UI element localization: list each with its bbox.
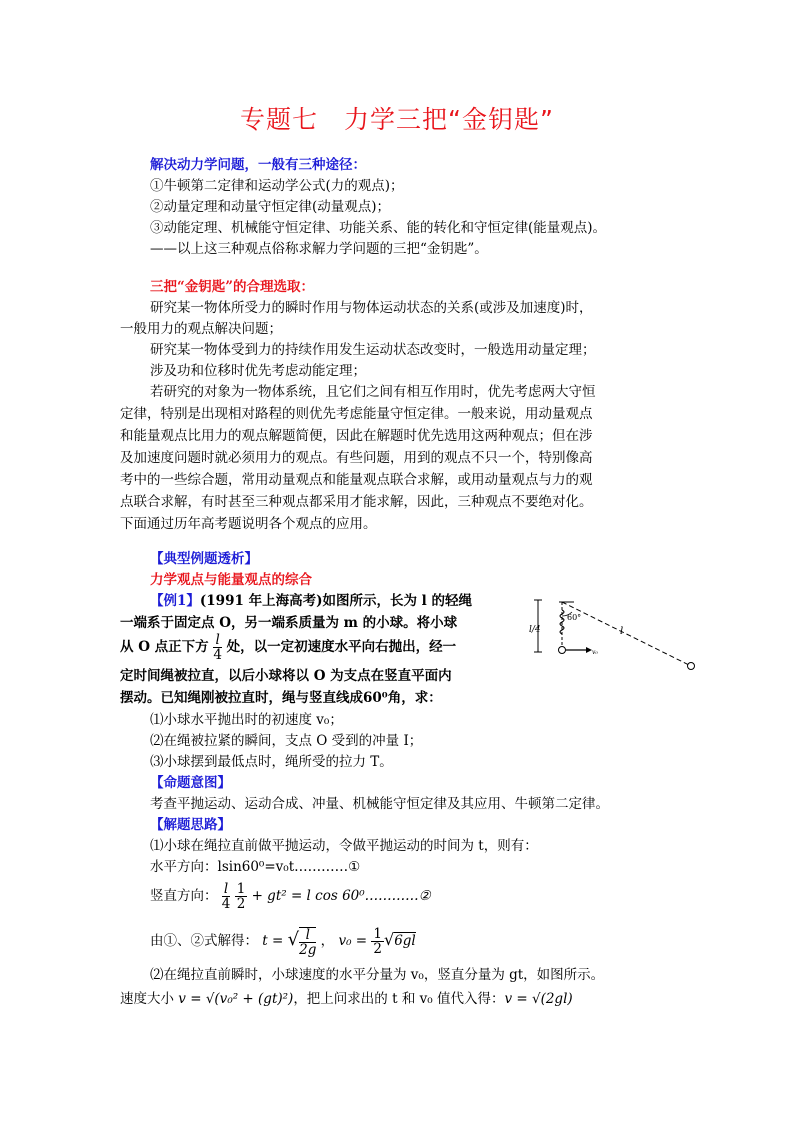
selection-p3: 涉及功和位移时优先考虑动能定理； [150, 363, 366, 379]
selection-heading: 三把“金钥匙”的合理选取： [150, 279, 315, 295]
page-title: 专题七 力学三把“金钥匙” [240, 105, 554, 134]
fraction-l-over-4 [213, 633, 222, 662]
example-1-label: 【例1】 [150, 593, 200, 609]
intent-label: 【命题意图】 [150, 775, 231, 791]
ball-start [559, 647, 566, 654]
fraction-1-over-2 [235, 882, 248, 911]
subsection-heading: 力学观点与能量观点的综合 [150, 572, 312, 588]
solution-step-6-mid: ，把上问求出的 t 和 v₀ 值代入得： [293, 991, 505, 1007]
selection-p4-line3: 和能量观点比用力的观点解题简便，因此在解题时优先选用这两种观点；但在涉 [120, 428, 593, 444]
v0-symbol: v₀ = [338, 933, 368, 949]
fraction-numerator: l [299, 928, 316, 943]
question-2: ⑵在绳被拉紧的瞬间，支点 O 受到的冲量 I； [150, 733, 423, 749]
example-1-line4: 定时间绳被拉直，以后小球将以 O 为支点在竖直平面内 [120, 668, 452, 684]
solution-step-3-prefix: 竖直方向： [150, 888, 218, 904]
fraction-numerator: 1 [236, 881, 246, 897]
selection-p4-line1: 若研究的对象为一物体系统，且它们之间有相互作用时，优先考虑两大守恒 [150, 384, 596, 400]
fraction-l-over-4-eq [222, 882, 231, 911]
intent-text: 考查平抛运动、运动合成、冲量、机械能守恒定律及其应用、牛顿第二定律。 [150, 796, 609, 812]
selection-p1b: 一般用力的观点解决问题； [120, 321, 282, 337]
fraction-denominator: 4 [213, 647, 222, 663]
fraction-half [371, 927, 384, 956]
intro-item-3: ③动能定理、机械能守恒定律、功能关系、能的转化和守恒定律(能量观点)。 [150, 220, 607, 236]
velocity-equation: v = √(v₀² + (gt)²) [178, 991, 294, 1007]
solution-step-1: ⑴小球在绳拉直前做平抛运动，令做平抛运动的时间为 t，则有： [150, 838, 538, 854]
section-heading: 【典型例题透析】 [150, 551, 258, 567]
spring-icon [560, 610, 564, 634]
ball-final [688, 663, 695, 670]
selection-p4-line7: 下面通过历年高考题说明各个观点的应用。 [120, 516, 377, 532]
solution-label: 【解题思路】 [150, 817, 231, 833]
rope-line [562, 602, 691, 666]
solution-step-6 [120, 989, 680, 1009]
question-3: ⑶小球摆到最低点时，绳所受的拉力 T。 [150, 754, 393, 770]
intro-item-2: ②动量定理和动量守恒定律(动量观点)； [150, 199, 391, 215]
sqrt-icon: √ [383, 930, 395, 949]
intro-summary: ——以上这三种观点俗称求解力学问题的三把“金钥匙”。 [150, 241, 488, 257]
fraction-numerator: 1 [373, 926, 382, 942]
quarter-length-label: l/4 [529, 625, 541, 635]
example-1-line5: 摆动。已知绳刚被拉直时，绳与竖直线成60⁰角，求： [120, 690, 442, 706]
solution-step-6-prefix: 速度大小 [120, 991, 174, 1007]
sqrt-6gl: 6gl [394, 933, 416, 949]
example-1-text1: (1991 年上海高考)如图所示，长为 l 的轻绳 [199, 593, 472, 609]
velocity-label: v₀ [592, 649, 598, 656]
selection-p4-line5: 考中的一些综合题，常用动量观点和能量观点联合求解，或用动量观点与力的观 [120, 472, 593, 488]
intro-heading: 解决动力学问题，一般有三种途径： [150, 157, 366, 173]
fraction-denominator: 4 [221, 896, 231, 912]
question-1: ⑴小球水平抛出时的初速度 v₀； [150, 712, 343, 728]
example-1-line2: 一端系于固定点 O，另一端系质量为 m 的小球。将小球 [120, 615, 458, 631]
example-1-text3b: 处，以一定初速度水平向右抛出，经一 [226, 639, 457, 655]
fraction-denominator: 2g [299, 941, 317, 958]
rope-length-label: l [620, 626, 624, 637]
fraction-denominator: 2 [373, 941, 382, 957]
t-symbol: t = [262, 933, 284, 949]
solution-step-4: 由①、②式解得： t = √ $\frac{l}{2g}$ ， v₀ = $\frac{1}{2}$ √6gl [150, 926, 416, 958]
velocity-result: v = √(2gl) [504, 991, 573, 1007]
fraction-denominator: 2 [236, 896, 246, 912]
intro-item-1: ①牛顿第二定律和运动学公式(力的观点)； [150, 178, 404, 194]
selection-p4-line2: 定律，特别是出现相对路程的则优先考虑能量守恒定律。一般来说，用动量观点 [120, 406, 593, 422]
solution-step-4-prefix: 由①、②式解得： [150, 933, 258, 949]
angle-label: 60° [567, 613, 582, 622]
selection-p2: 研究某一物体受到力的持续作用发生运动状态改变时，一般选用动量定理； [150, 342, 596, 358]
solution-step-3-equation: + gt² = l cos 60⁰…………② [251, 888, 431, 904]
selection-p1a: 研究某一物体所受力的瞬时作用与物体运动状态的关系(或涉及加速度)时， [150, 300, 593, 316]
solution-step-3 [150, 876, 710, 916]
example-1-text3a: 从 O 点正下方 [120, 639, 209, 655]
solution-step-2: 水平方向：lsin60⁰=v₀t…………① [150, 859, 361, 875]
solution-step-5: ⑵在绳拉直前瞬时，小球速度的水平分量为 v₀，竖直分量为 gt，如图所示。 [150, 967, 605, 983]
selection-p4-line4: 及加速度问题时就必须用力的观点。有些问题，用到的观点不只一个，特别像高 [120, 450, 593, 466]
fraction-numerator: l [222, 882, 231, 897]
pendulum-figure [524, 596, 699, 676]
sqrt-icon: √ [287, 929, 300, 950]
fraction-numerator: l [213, 633, 222, 648]
sqrt-fraction [299, 927, 316, 957]
selection-p4-line6: 点联合求解，有时甚至三种观点都采用才能求解，因此，三种观点不要绝对化。 [120, 494, 593, 510]
